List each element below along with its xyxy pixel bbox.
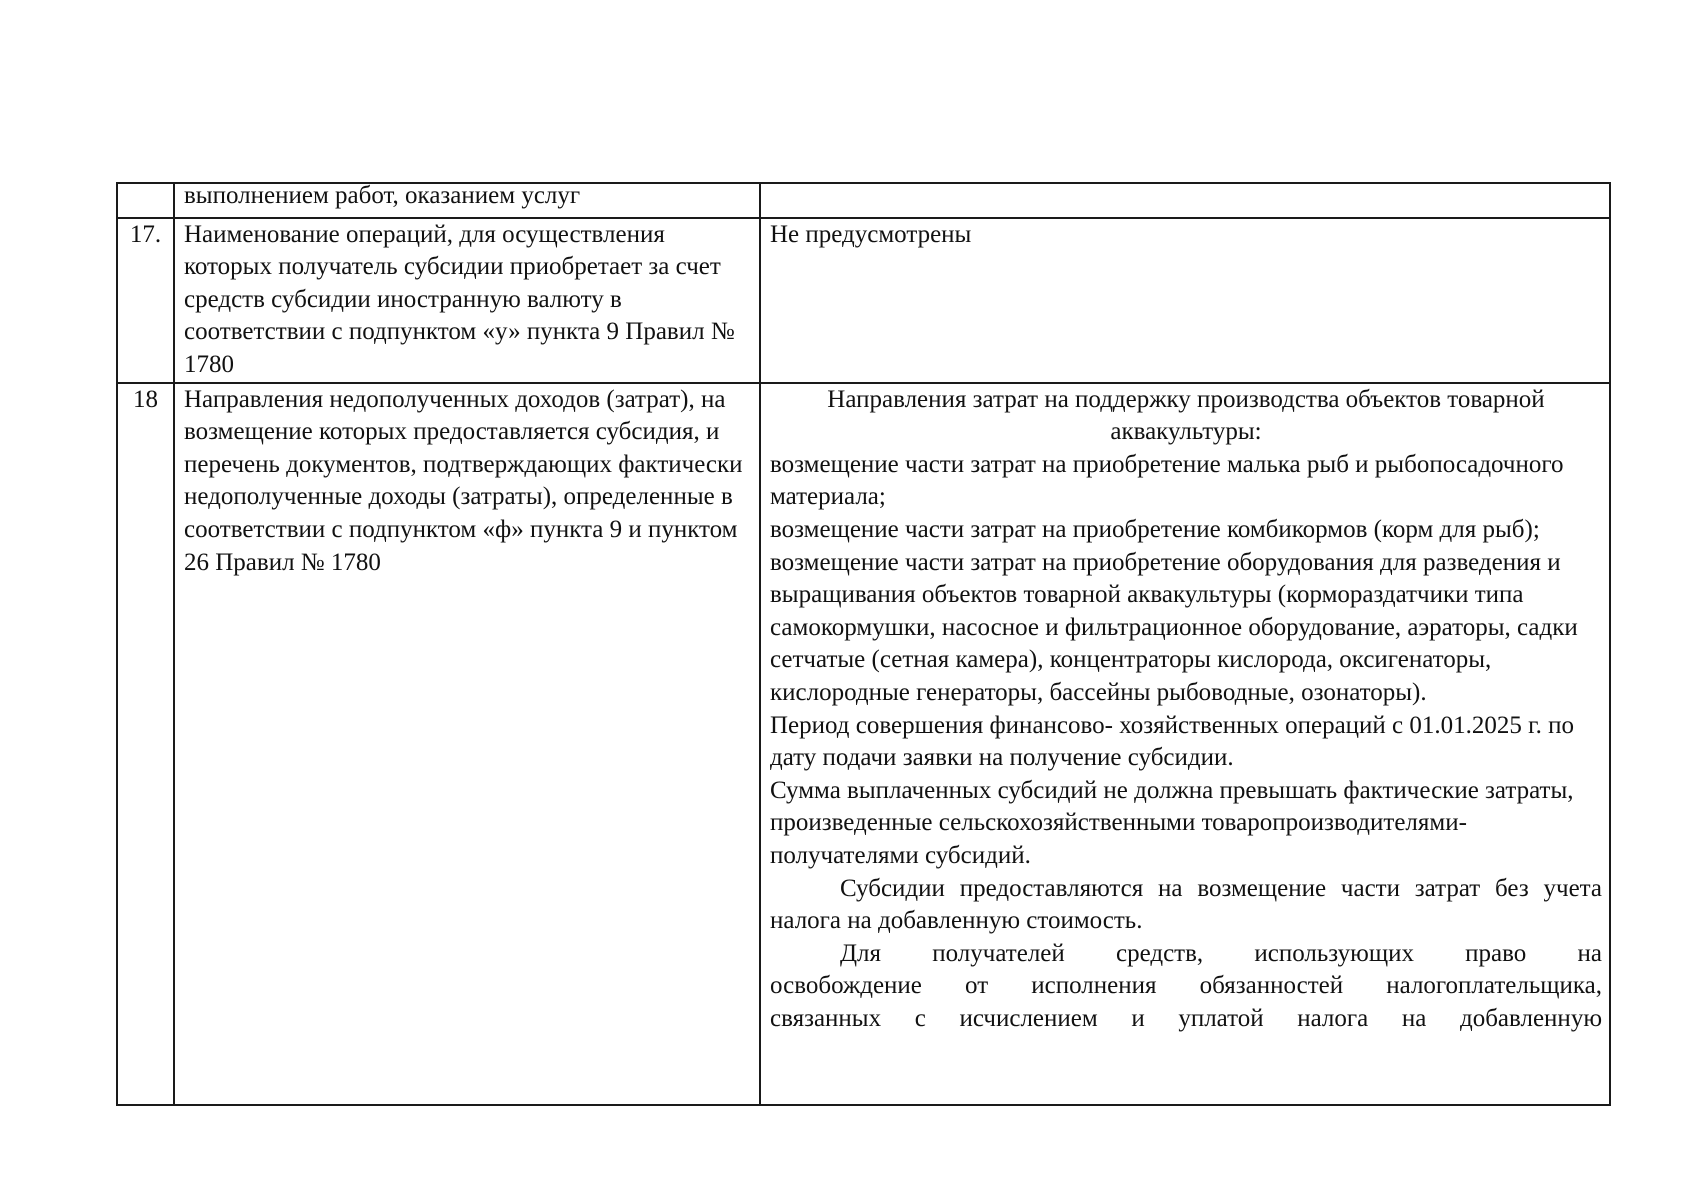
description-cell bbox=[174, 218, 760, 383]
value-exempt-line-1: Для получателей средств, использующих право на bbox=[840, 939, 1602, 967]
value-heading: Направления затрат на поддержку производства объектов товарной аквакультуры: bbox=[827, 385, 1545, 446]
document-table bbox=[116, 182, 1611, 1106]
row-number-cell bbox=[117, 218, 174, 383]
row-number-cell bbox=[117, 383, 174, 1105]
row-number: 17. bbox=[129, 220, 162, 248]
value-item-feed: возмещение части затрат на приобретение комбикормов (корм для рыб); bbox=[770, 515, 1540, 543]
description-cell bbox=[174, 383, 760, 1105]
table-row bbox=[117, 183, 1610, 218]
row-value: Не предусмотрены bbox=[770, 220, 972, 248]
value-sum: Сумма выплаченных субсидий не должна превышать фактические затраты, произведенные сельскохозяйственными товаропроизводителями-получателями субсидий. bbox=[770, 776, 1574, 869]
value-cell bbox=[760, 183, 1610, 218]
table-row bbox=[117, 383, 1610, 1105]
value-cell bbox=[760, 218, 1610, 383]
value-period: Период совершения финансово- хозяйственных операций с 01.01.2025 г. по дату подачи заявки на получение субсидии. bbox=[770, 711, 1574, 772]
table-row bbox=[117, 218, 1610, 383]
row-number: 18 bbox=[133, 385, 158, 413]
description-cell bbox=[174, 183, 760, 218]
row-description: Наименование операций, для осуществления которых получатель субсидии приобретает за счет средств субсидии иностранную валюту в соответствии с подпунктом «у» пункта 9 Правил № 1780 bbox=[184, 220, 735, 378]
value-exempt-line-2: освобождение от исполнения обязанностей налогоплательщика, bbox=[770, 972, 1602, 1000]
value-vat: Субсидии предоставляются на возмещение части затрат без учета налога на добавленную стоимость. bbox=[770, 874, 1602, 935]
value-cell bbox=[760, 383, 1610, 1105]
value-exempt-line-3: связанных с исчислением и уплатой налога на добавленную bbox=[770, 1004, 1602, 1032]
row-description: выполнением работ, оказанием услуг bbox=[184, 183, 581, 209]
value-item-fry: возмещение части затрат на приобретение малька рыб и рыбопосадочного материала; bbox=[770, 450, 1564, 511]
row-description: Направления недополученных доходов (затрат), на возмещение которых предоставляется субсидия, и перечень документов, подтверждающих фактически недополученные доходы (затраты), определенные в соответствии с подпунктом «ф» пункта 9 и пунктом 26 Правил № 1780 bbox=[184, 385, 743, 576]
value-item-equipment: возмещение части затрат на приобретение оборудования для разведения и выращивания объектов товарной аквакультуры (кормораздатчики типа самокормушки, насосное и фильтрационное оборудование, аэраторы, садки сетчатые (сетная камера), концентраторы кислорода, оксигенаторы, кислородные генераторы, бассейны рыбоводные, озонаторы). bbox=[770, 548, 1578, 706]
row-number-cell bbox=[117, 183, 174, 218]
